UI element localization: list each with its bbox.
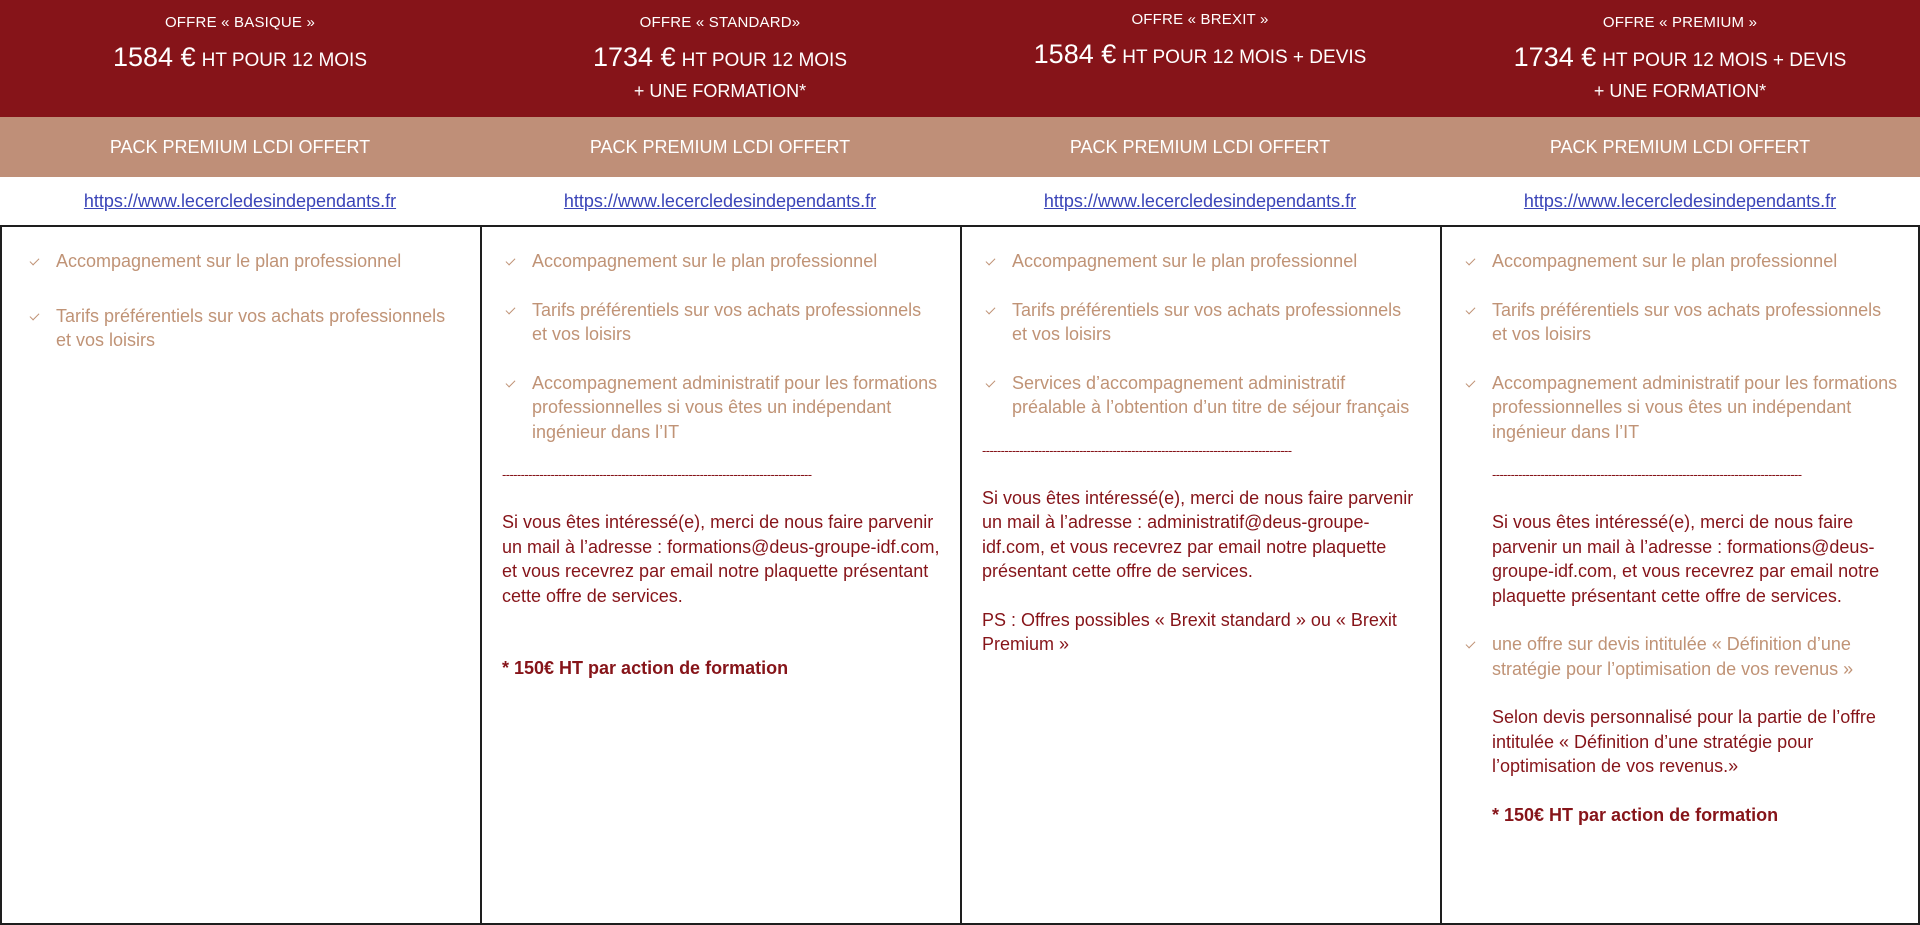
offer-title: OFFRE « BASIQUE » [164,14,316,31]
ps-paragraph: PS : Offres possibles « Brexit standard » ou « Brexit Premium » [982,609,1397,654]
offers-details-grid [0,225,1920,925]
feature-text: Tarifs préférentiels sur vos achats professionnels et vos loisirs [532,299,922,344]
link-cell [0,177,480,225]
feature-text: Accompagnement sur le plan professionnel [1012,251,1358,271]
offer-details-premium [1440,227,1920,923]
offer-details-basique [0,227,480,923]
pack-band [0,117,1920,177]
feature-item [1462,249,1898,274]
offer-price: 1734 € [593,42,676,72]
contact-paragraph: Si vous êtes intéressé(e), merci de nous faire parvenir un mail à l’adresse : formations@deus-groupe-idf.com, et vous recevrez par email notre plaquette présentant cette offre de services. [1492,512,1880,606]
contact-paragraph: Si vous êtes intéressé(e), merci de nous faire parvenir un mail à l’adresse : formations@deus-groupe-idf.com, et vous recevrez par email notre plaquette présentant cette offre de services. [502,512,940,606]
check-icon [1464,249,1480,273]
feature-item [502,371,940,445]
feature-item [1462,298,1898,347]
offer-title: OFFRE « BREXIT » [1131,11,1269,28]
offer-title: OFFRE « PREMIUM » [1602,14,1758,31]
offer-price-line [480,40,960,79]
website-link[interactable]: https://www.lecercledesindependants.fr [563,191,877,211]
website-link[interactable]: https://www.lecercledesindependants.fr [83,191,397,211]
feature-item [26,249,460,274]
link-cell [1440,177,1920,225]
pricing-note: * 150€ HT par action de formation [1492,804,1779,825]
check-icon [504,298,520,322]
offer-details-content [26,249,460,377]
section-divider: ----------------------------------------------------------------------------------- [1492,467,1802,482]
check-icon [984,371,1000,395]
feature-text: Accompagnement sur le plan professionnel [1492,251,1838,271]
offer-header-basique [0,0,480,117]
pack-label: PACK PREMIUM LCDI OFFERT [109,137,371,157]
check-icon [504,249,520,273]
check-icon [28,304,44,328]
link-cell [960,177,1440,225]
check-icon [984,298,1000,322]
offer-price-suffix: HT POUR 12 MOIS [681,50,847,71]
offer-price: 1734 € [1513,42,1597,72]
pack-label: PACK PREMIUM LCDI OFFERT [1549,137,1811,157]
quote-paragraph: Selon devis personnalisé pour la partie de l’offre intitulée « Définition d’une stratégie pour l’optimisation de vos revenus.» [1492,707,1876,776]
offer-price-line [0,40,480,79]
link-row [0,177,1920,225]
pricing-note: * 150€ HT par action de formation [502,658,789,678]
check-icon [984,249,1000,273]
feature-text: une offre sur devis intitulée « Définition d’une stratégie pour l’optimisation de vos revenus » [1492,634,1854,679]
offer-extra: + UNE FORMATION* [633,81,807,101]
offer-extra: + UNE FORMATION* [1593,81,1767,101]
feature-text: Tarifs préférentiels sur vos achats professionnels et vos loisirs [56,305,446,350]
pack-label: PACK PREMIUM LCDI OFFERT [1069,137,1331,157]
offer-price-suffix: HT POUR 12 MOIS [201,50,367,71]
offer-title: OFFRE « STANDARD» [639,14,801,31]
offer-details-content [502,249,940,681]
check-icon [1464,632,1480,656]
feature-item [1462,632,1898,681]
contact-paragraph: Si vous êtes intéressé(e), merci de nous faire parvenir un mail à l’adresse : administratif@deus-groupe-idf.com, et vous recevrez par email notre plaquette présentant cette offre de services. [982,487,1414,581]
offer-details-content [1462,249,1898,827]
feature-text: Accompagnement sur le plan professionnel [56,251,402,271]
section-divider: ----------------------------------------------------------------------------------- [502,467,812,482]
offer-details-content [982,249,1420,681]
offer-header-brexit [960,0,1440,117]
feature-item [982,371,1420,420]
offer-header-premium [1440,0,1920,117]
feature-text: Accompagnement administratif pour les formations professionnelles si vous êtes un indépendant ingénieur dans l’IT [532,372,938,442]
feature-item [502,298,940,347]
section-divider: ----------------------------------------------------------------------------------- [982,442,1292,458]
offer-price: 1584 € [1033,39,1117,69]
feature-text: Accompagnement sur le plan professionnel [532,251,878,271]
offer-price-line [960,37,1440,76]
feature-item [26,304,460,353]
check-icon [1464,298,1480,322]
offer-details-brexit [960,227,1440,923]
website-link[interactable]: https://www.lecercledesindependants.fr [1043,191,1357,211]
link-cell [480,177,960,225]
check-icon [28,249,44,273]
offer-price-suffix: HT POUR 12 MOIS + DEVIS [1122,47,1367,68]
pack-label: PACK PREMIUM LCDI OFFERT [589,137,851,157]
check-icon [504,371,520,395]
offer-price-suffix: HT POUR 12 MOIS + DEVIS [1602,50,1847,71]
offer-details-standard [480,227,960,923]
feature-item [502,249,940,274]
offers-header-band [0,0,1920,117]
feature-item [982,249,1420,274]
feature-item [982,298,1420,347]
feature-text: Accompagnement administratif pour les formations professionnelles si vous êtes un indépendant ingénieur dans l’IT [1492,372,1898,442]
feature-text: Services d’accompagnement administratif préalable à l’obtention d’un titre de séjour français [1012,372,1410,417]
offer-price-line [1440,40,1920,79]
website-link[interactable]: https://www.lecercledesindependants.fr [1523,191,1837,211]
check-icon [1464,371,1480,395]
offer-header-standard [480,0,960,117]
feature-text: Tarifs préférentiels sur vos achats professionnels et vos loisirs [1012,299,1402,344]
feature-item [1462,371,1898,445]
feature-text: Tarifs préférentiels sur vos achats professionnels et vos loisirs [1492,299,1882,344]
offer-price: 1584 € [113,42,196,72]
